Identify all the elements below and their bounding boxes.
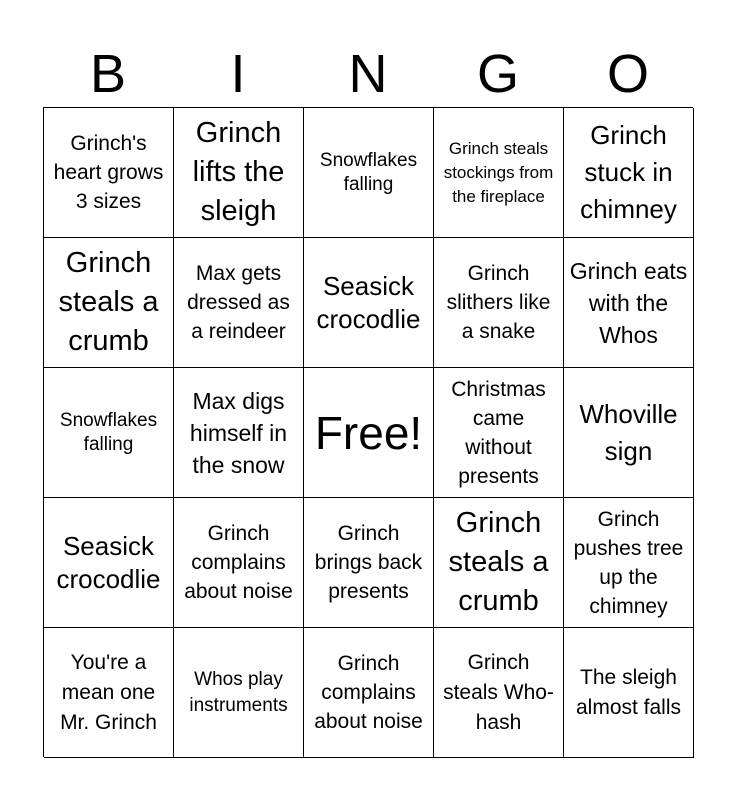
cell-label: Grinch steals a crumb	[448, 507, 549, 617]
bingo-cell[interactable]	[434, 238, 564, 368]
cell-label: Christmas came without presents	[451, 377, 546, 488]
cell-label: Whoville sign	[579, 398, 678, 466]
bingo-grid	[43, 107, 693, 757]
bingo-cell[interactable]	[174, 498, 304, 628]
bingo-cell[interactable]	[434, 628, 564, 758]
header-letter-n: N	[348, 44, 388, 104]
header-letter-b: B	[89, 44, 127, 104]
header-letter-g: G	[476, 44, 519, 104]
cell-label: Grinch slithers like a snake	[446, 262, 551, 343]
bingo-cell[interactable]	[44, 368, 174, 498]
bingo-cell[interactable]	[304, 108, 434, 238]
cell-label: The sleigh almost falls	[575, 665, 682, 719]
cell-label: Grinch stuck in chimney	[580, 120, 677, 224]
bingo-cell[interactable]	[174, 628, 304, 758]
bingo-cell[interactable]	[564, 108, 694, 238]
bingo-cell[interactable]	[44, 498, 174, 628]
free-space[interactable]	[304, 368, 434, 498]
cell-label: Grinch steals a crumb	[58, 247, 159, 357]
bingo-cell[interactable]	[44, 238, 174, 368]
cell-label: Seasick crocodlie	[316, 270, 421, 334]
bingo-cell[interactable]	[304, 628, 434, 758]
bingo-cell[interactable]	[564, 498, 694, 628]
cell-label: Grinch steals stockings from the fireplace	[443, 138, 554, 206]
cell-label: Max gets dressed as a reindeer	[187, 262, 290, 343]
bingo-cell[interactable]	[564, 238, 694, 368]
cell-label: Max digs himself in the snow	[189, 387, 288, 478]
bingo-cell[interactable]	[434, 368, 564, 498]
cell-label: Grinch steals Who-hash	[443, 650, 554, 734]
cell-label: Grinch complains about noise	[184, 522, 293, 603]
bingo-cell[interactable]	[434, 108, 564, 238]
bingo-cell[interactable]	[44, 628, 174, 758]
cell-label: Whos play instruments	[189, 668, 288, 716]
cell-label: Seasick crocodlie	[56, 530, 161, 594]
bingo-cell[interactable]	[304, 238, 434, 368]
cell-label: Grinch pushes tree up the chimney	[573, 507, 684, 618]
bingo-cell[interactable]	[304, 498, 434, 628]
bingo-cell[interactable]	[564, 628, 694, 758]
cell-label: Grinch lifts the sleigh	[192, 117, 285, 227]
header-letter-o: O	[606, 44, 649, 104]
cell-label: Free!	[314, 406, 423, 459]
bingo-cell[interactable]	[174, 238, 304, 368]
bingo-cell[interactable]	[174, 108, 304, 238]
bingo-cell[interactable]	[434, 498, 564, 628]
header-letter-i: I	[230, 44, 246, 104]
bingo-cell[interactable]	[174, 368, 304, 498]
cell-label: Grinch complains about noise	[314, 652, 423, 733]
cell-label: Grinch eats with the Whos	[569, 257, 688, 348]
cell-label: Snowflakes falling	[319, 149, 418, 195]
bingo-cell[interactable]	[564, 368, 694, 498]
cell-label: Grinch's heart grows 3 sizes	[53, 132, 164, 213]
bingo-header	[43, 40, 693, 108]
cell-label: You're a mean one Mr. Grinch	[60, 650, 157, 734]
bingo-cell[interactable]	[44, 108, 174, 238]
cell-label: Grinch brings back presents	[314, 522, 423, 603]
cell-label: Snowflakes falling	[59, 409, 158, 455]
